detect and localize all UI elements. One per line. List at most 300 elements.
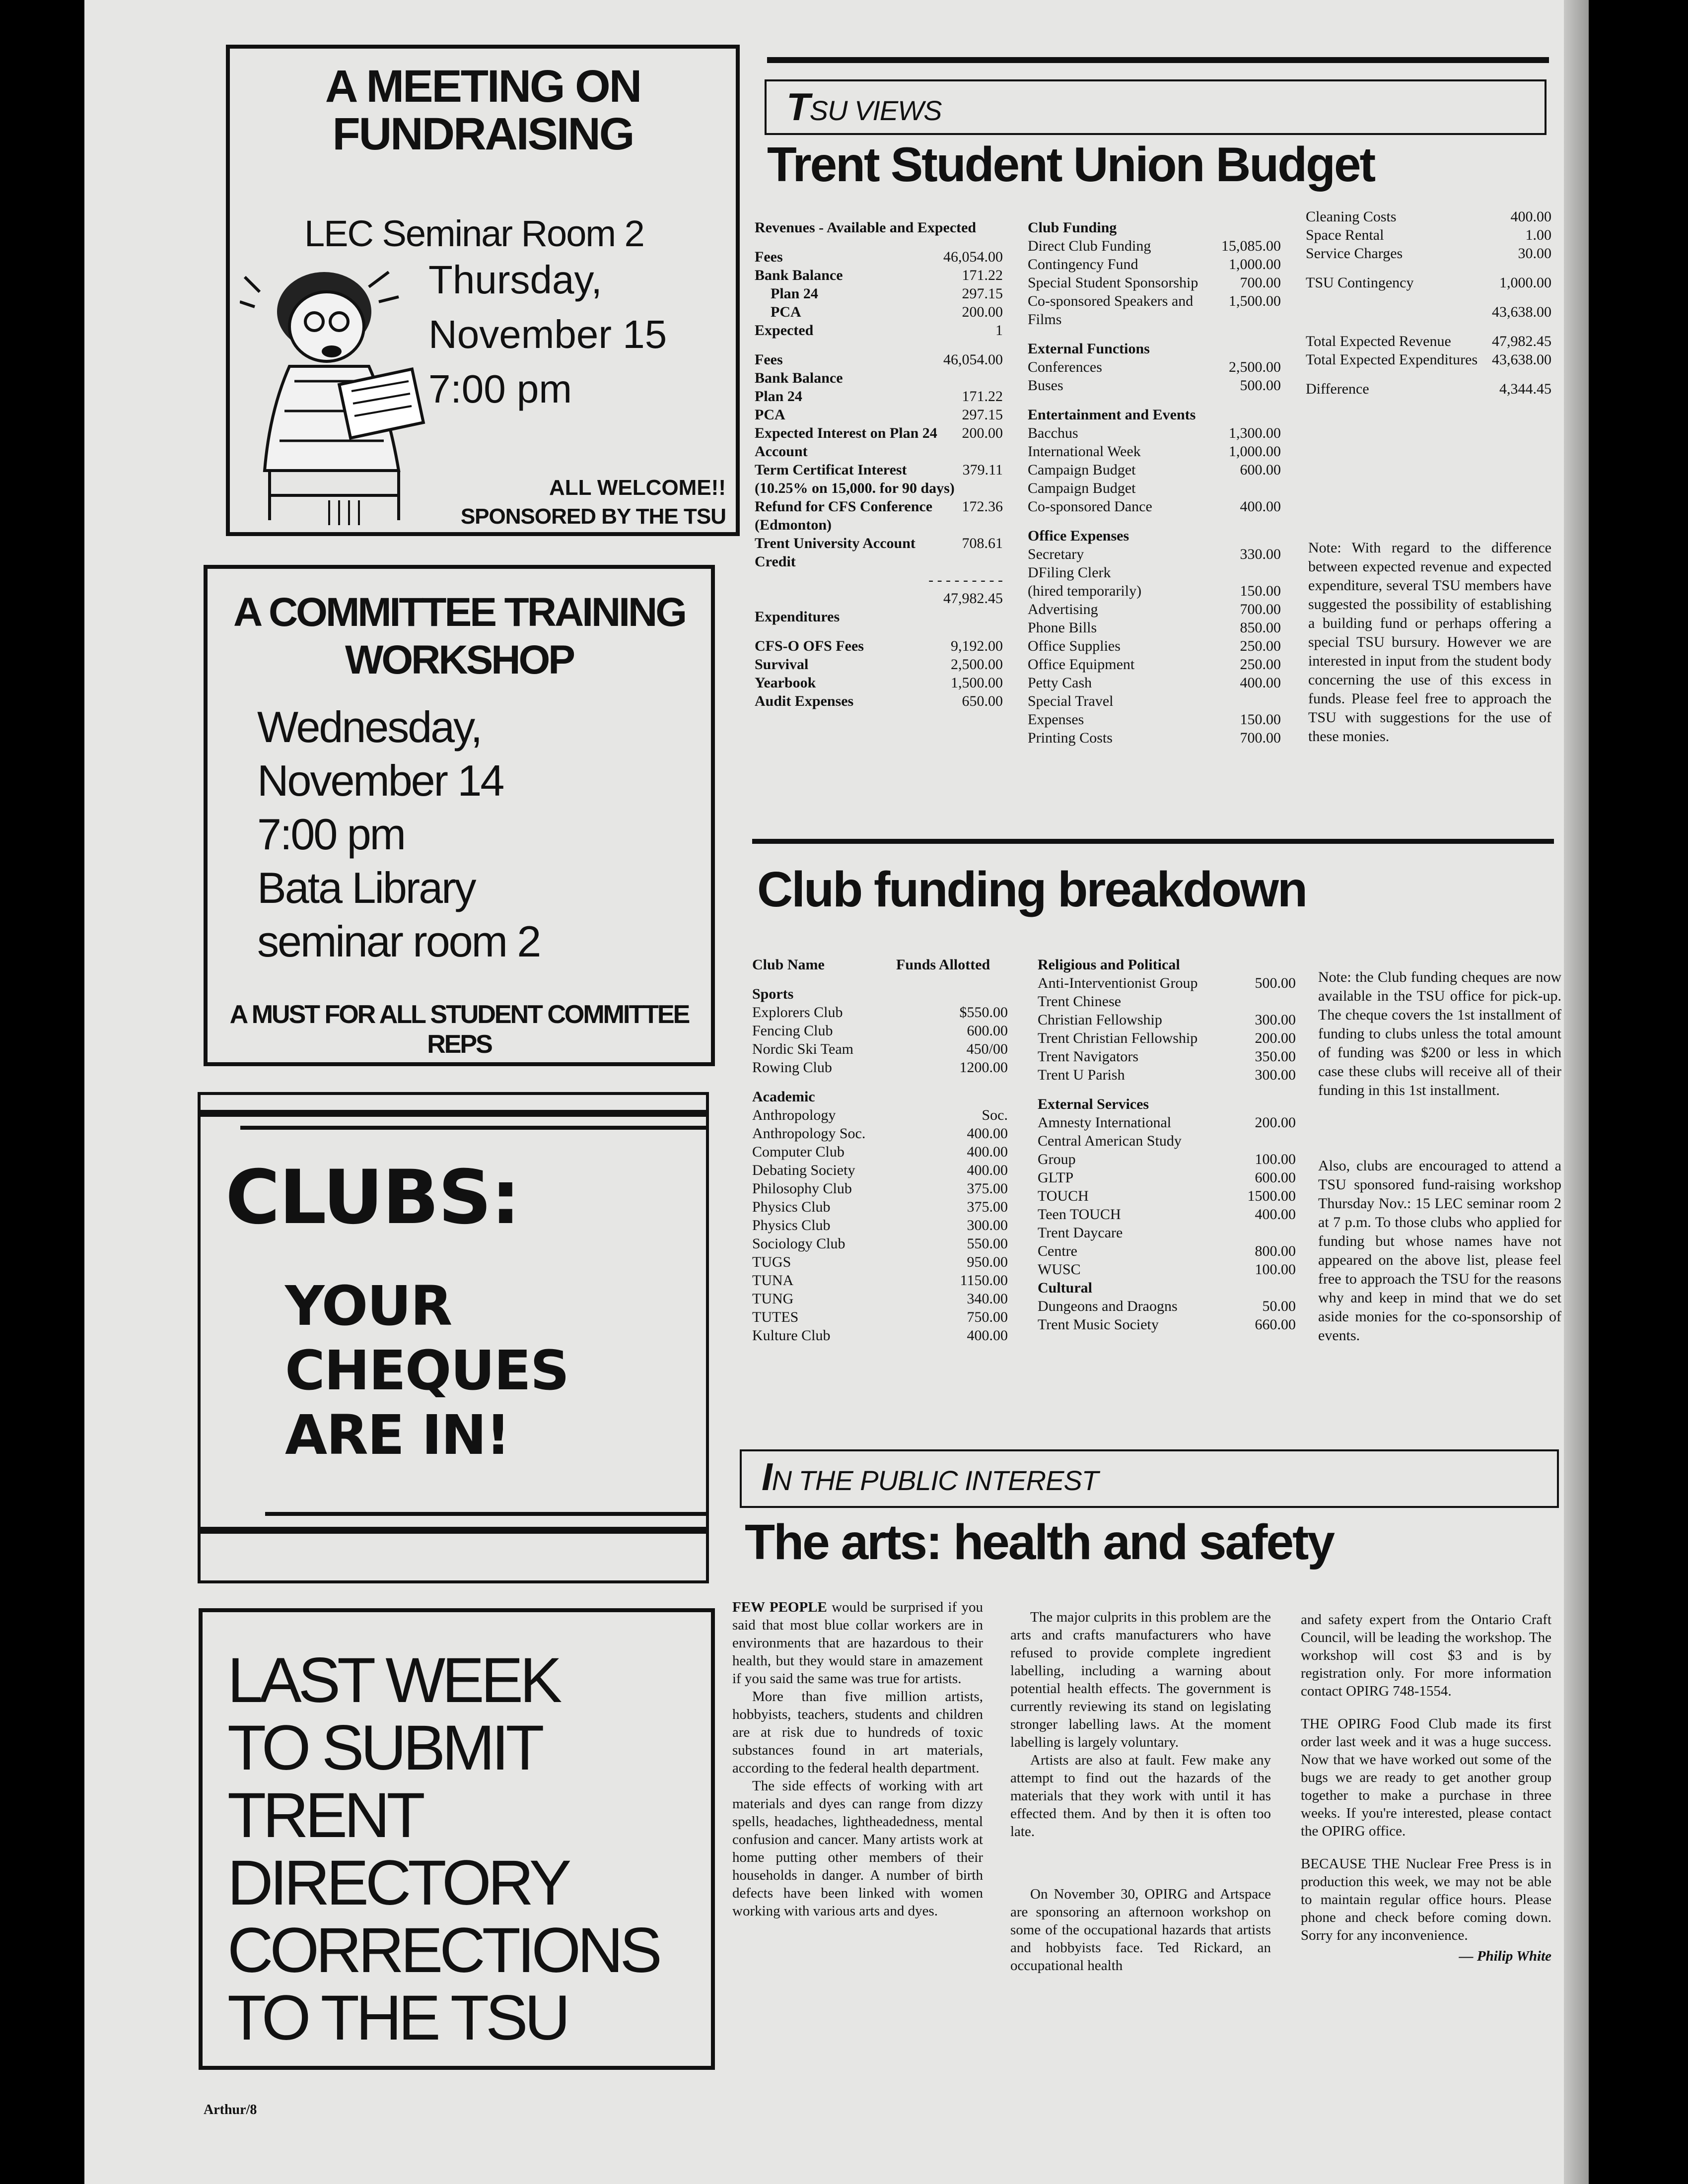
table-row — [752, 1124, 1008, 1143]
row-value: 350.00 — [1255, 1048, 1296, 1065]
row-label: TOUCH — [1038, 1188, 1089, 1204]
committee-workshop-ad — [204, 565, 715, 1066]
row-label: Academic — [752, 1089, 815, 1105]
row-value: 200.00 — [962, 425, 1003, 441]
meeting-title-line1: A MEETING ON — [325, 61, 641, 112]
row-value: - - - - - - - - - — [928, 572, 1003, 588]
tsu-views-initial: T — [786, 85, 810, 129]
row-value: 400.00 — [1255, 1206, 1296, 1223]
funds-allotted-header: Funds Allotted — [896, 956, 990, 973]
row-label: Rowing Club — [752, 1059, 832, 1076]
table-row — [1306, 321, 1551, 332]
row-label: Anthropology Soc. — [752, 1125, 866, 1142]
table-row — [1028, 600, 1281, 618]
table-row — [1038, 1224, 1296, 1242]
arts-paragraph-8: THE OPIRG Food Club made its first order last week and it was a huge success. Now that we have worked out some of the bugs we are ready to get another group together to make a purchase in three weeks. If you're interested, please contact the OPIRG office. — [1301, 1716, 1551, 1839]
table-row — [752, 1198, 1008, 1216]
table-row — [1028, 273, 1281, 292]
table-row — [1038, 1315, 1296, 1334]
row-label: Refund for CFS Conference (Edmonton) — [755, 498, 933, 533]
row-label: Trent Daycare — [1038, 1225, 1123, 1241]
row-label: Secretary — [1028, 546, 1084, 562]
row-label: External Functions — [1028, 341, 1150, 357]
row-label: Group — [1038, 1151, 1076, 1167]
row-value: 1,000.00 — [1499, 274, 1551, 291]
row-value: 1,300.00 — [1229, 425, 1281, 441]
row-label: Sociology Club — [752, 1235, 845, 1252]
table-row — [755, 655, 1003, 674]
row-value: 297.15 — [962, 285, 1003, 302]
row-label: Christian Fellowship — [1038, 1012, 1162, 1028]
table-row — [752, 1326, 1008, 1345]
table-row — [1306, 273, 1551, 292]
table-row — [755, 248, 1003, 266]
row-value: 450/00 — [966, 1041, 1008, 1057]
cartoon-speaker-illustration — [240, 262, 428, 530]
arts-paragraph-4: The major culprits in this problem are the arts and crafts manufacturers who have refused to provide complete ingredient labelling, including a warning about potential health effects. The government is currently reviewing its stand on legislating stronger labelling laws. At the moment labelling is largely voluntary. — [1010, 1609, 1271, 1750]
row-value: 100.00 — [1255, 1261, 1296, 1278]
row-label: Cultural — [1038, 1280, 1093, 1296]
row-label: PCA — [755, 407, 785, 423]
row-label: TSU Contingency — [1306, 274, 1414, 291]
public-interest-section-bar — [740, 1449, 1559, 1508]
table-row — [1028, 479, 1281, 497]
arts-paragraph-9: BECAUSE THE Nuclear Free Press is in production this week, we may not be able to maintain regular office hours. Please phone and check before coming down. Sorry for any inconvenience. — [1301, 1856, 1551, 1943]
committee-title-line1: A COMMITTEE TRAINING — [233, 590, 685, 635]
row-label: TUGS — [752, 1254, 791, 1270]
row-value: 750.00 — [967, 1309, 1008, 1325]
table-row — [752, 1308, 1008, 1326]
table-row — [752, 1040, 1008, 1058]
row-value: 200.00 — [1255, 1030, 1296, 1046]
row-label: Dungeons and Draogns — [1038, 1298, 1178, 1314]
tsu-views-label: SU VIEWS — [809, 95, 942, 126]
budget-title: Trent Student Union Budget — [767, 137, 1375, 192]
row-label: Total Expected Expenditures — [1306, 351, 1478, 368]
committee-place-line2: seminar room 2 — [257, 917, 540, 966]
table-row — [1028, 376, 1281, 395]
table-row — [1028, 424, 1281, 442]
row-label: Religious and Political — [1038, 956, 1180, 973]
row-label: Term Certificat Interest (10.25% on 15,000. for 90 days) — [755, 462, 955, 496]
row-label: Physics Club — [752, 1217, 831, 1233]
row-label: Expected — [755, 322, 814, 339]
club-funding-note-1: Note: the Club funding cheques are now available in the TSU office for pick-up. The cheque covers the 1st installment of funding to clubs unless the total amount of funding was $200 or less in which case these clubs will receive all of their funding in this 1st installment. — [1318, 969, 1561, 1098]
row-value: 1,000.00 — [1229, 256, 1281, 273]
arts-paragraph-5: Artists are also at fault. Few make any attempt to find out the hazards of the materials that they work with until it has effected them. And by then it is often too late. — [1010, 1752, 1271, 1840]
row-value: 30.00 — [1518, 245, 1551, 262]
directory-line3: TRENT — [227, 1780, 422, 1851]
table-row — [755, 461, 1003, 497]
meeting-welcome: ALL WELCOME!! — [549, 476, 726, 500]
club-name-header: Club Name — [752, 956, 825, 973]
row-label: Philosophy Club — [752, 1180, 852, 1197]
row-value: 400.00 — [967, 1162, 1008, 1178]
clubs-bottom-rule — [265, 1512, 706, 1516]
row-label: Bacchus — [1028, 425, 1078, 441]
table-row — [1038, 1297, 1296, 1315]
committee-time: 7:00 pm — [257, 810, 405, 859]
arts-paragraph-7: and safety expert from the Ontario Craft Council, will be leading the workshop. The workshop will cost $3 and is by registration only. For more information contact OPIRG 748-1554. — [1301, 1612, 1551, 1699]
arts-column-3 — [1301, 1611, 1551, 1965]
meeting-time: 7:00 pm — [428, 367, 572, 411]
row-label: CFS-O OFS Fees — [755, 638, 864, 654]
table-row — [752, 974, 1008, 985]
row-label: Campaign Budget — [1028, 480, 1136, 496]
committee-date: November 14 — [257, 756, 503, 805]
clubs-line2: YOUR — [285, 1274, 452, 1338]
arts-column-2 — [1010, 1608, 1271, 1975]
table-row — [1306, 332, 1551, 350]
table-row — [1038, 1084, 1296, 1095]
table-row — [1028, 340, 1281, 358]
row-value: 600.00 — [1240, 462, 1281, 478]
committee-place-line1: Bata Library — [257, 863, 475, 912]
row-label: (hired temporarily) — [1028, 583, 1142, 599]
row-value: 600.00 — [967, 1023, 1008, 1039]
row-label: Service Charges — [1306, 245, 1403, 262]
row-value: 550.00 — [967, 1235, 1008, 1252]
meeting-place: LEC Seminar Room 2 — [304, 213, 644, 254]
committee-title-line2: WORKSHOP — [345, 637, 573, 682]
clubs-line1: CLUBS: — [225, 1155, 520, 1241]
table-row — [1028, 461, 1281, 479]
budget-note: Note: With regard to the difference between expected revenue and expected expenditure, several TSU members have suggested the possibility of establishing a building fund or perhaps offering a special TSU bursury. However we are interested in input from the student body concerning the use of this excess in funds. Please feel free to approach the TSU with suggestions for the use of these monies. — [1308, 540, 1551, 745]
row-value: 1.00 — [1525, 227, 1551, 243]
row-label: Sports — [752, 986, 794, 1002]
row-label: Audit Expenses — [755, 693, 854, 709]
table-row — [755, 608, 1003, 626]
directory-line2: TO SUBMIT — [227, 1712, 541, 1783]
row-label: External Services — [1038, 1096, 1149, 1112]
row-value: 300.00 — [967, 1217, 1008, 1233]
clubs-line3: CHEQUES — [285, 1339, 569, 1402]
row-label: GLTP — [1038, 1169, 1074, 1186]
row-value: 1150.00 — [960, 1272, 1008, 1289]
row-value: $550.00 — [959, 1004, 1008, 1021]
table-row — [1306, 303, 1551, 321]
arts-paragraph-1: would be surprised if you said that most blue collar workers are in environments that are hazardous to their health, but they would stare in amazement if you said the same was true for artists. — [732, 1599, 983, 1687]
table-row — [1028, 692, 1281, 710]
row-label: TUTES — [752, 1309, 799, 1325]
row-value: 200.00 — [1255, 1114, 1296, 1131]
budget-column-totals — [1306, 207, 1551, 398]
table-row — [1028, 637, 1281, 655]
table-row — [1038, 992, 1296, 1011]
clubs-top-rule-2 — [240, 1126, 706, 1130]
row-label: Revenues - Available and Expected — [755, 219, 977, 236]
row-value: 15,085.00 — [1221, 238, 1281, 254]
table-row — [1028, 358, 1281, 376]
row-label: Anti-Interventionist Group — [1038, 975, 1198, 991]
table-row — [755, 218, 1003, 237]
row-value: 800.00 — [1255, 1243, 1296, 1259]
table-row — [1028, 516, 1281, 527]
row-label: Computer Club — [752, 1144, 844, 1160]
table-row — [1306, 244, 1551, 263]
row-value: 650.00 — [962, 693, 1003, 709]
clubs-bottom-rule-2 — [201, 1527, 706, 1534]
table-row — [1038, 1150, 1296, 1168]
row-value: 43,638.00 — [1492, 351, 1551, 368]
row-label: Physics Club — [752, 1199, 831, 1215]
row-label: Phone Bills — [1028, 619, 1097, 636]
row-value: 300.00 — [1255, 1012, 1296, 1028]
row-label: Anthropology — [752, 1107, 836, 1123]
table-row — [1028, 710, 1281, 729]
row-label: Fencing Club — [752, 1023, 833, 1039]
row-label: Plan 24 — [755, 388, 802, 405]
table-row — [1038, 1205, 1296, 1224]
table-row — [1038, 1187, 1296, 1205]
table-row — [1038, 1095, 1296, 1113]
table-row — [1038, 1011, 1296, 1029]
budget-column-revenues — [755, 218, 1003, 710]
table-row — [755, 303, 1003, 321]
table-row — [1038, 1113, 1296, 1132]
meeting-title-line2: FUNDRAISING — [332, 109, 633, 159]
table-row — [755, 497, 1003, 534]
row-label: Advertising — [1028, 601, 1098, 617]
table-row — [1038, 1260, 1296, 1279]
table-row — [752, 1022, 1008, 1040]
directory-line1: LAST WEEK — [227, 1645, 559, 1716]
row-value: 400.00 — [1510, 208, 1551, 225]
row-value: 330.00 — [1240, 546, 1281, 562]
table-row — [1038, 1132, 1296, 1150]
row-value: 400.00 — [967, 1125, 1008, 1142]
row-value: 200.00 — [962, 304, 1003, 320]
table-row — [1306, 350, 1551, 369]
row-label: Buses — [1028, 377, 1063, 394]
row-value: 700.00 — [1240, 601, 1281, 617]
arts-paragraph-3: The side effects of working with art materials and dyes can range from dizzy spells, headaches, lightheadedness, mental confusion and cancer. Many artists work at home putting other members of their households in danger. A number of birth defects have been linked with women working with various arts and dyes. — [732, 1778, 983, 1919]
row-label: Space Rental — [1306, 227, 1384, 243]
table-row — [1028, 442, 1281, 461]
row-label: Club Funding — [1028, 219, 1117, 236]
row-label: PCA — [771, 304, 801, 320]
row-label: Office Expenses — [1028, 528, 1129, 544]
table-row — [755, 534, 1003, 571]
row-value: 250.00 — [1240, 638, 1281, 654]
row-label: Yearbook — [755, 675, 816, 691]
table-row — [755, 340, 1003, 350]
table-row — [752, 1234, 1008, 1253]
row-value: 700.00 — [1240, 274, 1281, 291]
row-label: Petty Cash — [1028, 675, 1092, 691]
row-label: Printing Costs — [1028, 730, 1113, 746]
table-row — [1038, 956, 1296, 974]
row-value: 600.00 — [1255, 1169, 1296, 1186]
row-value: 150.00 — [1240, 583, 1281, 599]
clubs-cheques-ad — [198, 1092, 709, 1583]
directory-corrections-ad — [199, 1608, 715, 2070]
table-row — [1028, 618, 1281, 637]
table-row — [755, 692, 1003, 710]
row-label: Office Supplies — [1028, 638, 1121, 654]
table-row — [755, 674, 1003, 692]
club-funding-column-1 — [752, 974, 1008, 1345]
committee-day: Wednesday, — [257, 702, 482, 751]
table-row — [752, 1253, 1008, 1271]
row-label: Kulture Club — [752, 1327, 831, 1344]
row-label: Contingency Fund — [1028, 256, 1138, 273]
row-value: 950.00 — [967, 1254, 1008, 1270]
table-row — [752, 1106, 1008, 1124]
arts-lead-in: FEW PEOPLE — [732, 1599, 827, 1615]
row-label: TUNA — [752, 1272, 794, 1289]
table-row — [1028, 582, 1281, 600]
table-row — [1028, 729, 1281, 747]
table-row — [755, 406, 1003, 424]
row-value: 400.00 — [1240, 498, 1281, 515]
table-row — [1028, 406, 1281, 424]
row-label: Trent Chinese — [1038, 993, 1122, 1010]
row-value: 1,500.00 — [951, 675, 1003, 691]
row-value: 400.00 — [1240, 675, 1281, 691]
row-label: Cleaning Costs — [1306, 208, 1397, 225]
row-value: 500.00 — [1240, 377, 1281, 394]
committee-footer: A MUST FOR ALL STUDENT COMMITTEE REPS — [229, 1000, 689, 1059]
row-label: Special Travel — [1028, 693, 1114, 709]
public-interest-label: N THE PUBLIC INTEREST — [772, 1465, 1098, 1496]
row-label: Trent Navigators — [1038, 1048, 1139, 1065]
row-value: 340.00 — [967, 1291, 1008, 1307]
table-row — [1028, 329, 1281, 340]
table-row — [1306, 292, 1551, 303]
row-label: Co-sponsored Speakers and Films — [1028, 293, 1194, 328]
row-value: 1,500.00 — [1229, 293, 1281, 309]
table-row — [1028, 395, 1281, 406]
arts-column-1 — [732, 1598, 983, 1920]
row-label: Central American Study — [1038, 1133, 1182, 1149]
row-value: 250.00 — [1240, 656, 1281, 673]
row-value: 1,000.00 — [1229, 443, 1281, 460]
meeting-sponsor: SPONSORED BY THE TSU — [460, 504, 726, 529]
table-row — [1038, 1047, 1296, 1066]
page-fold — [1564, 0, 1589, 2184]
public-interest-initial: I — [762, 1455, 772, 1499]
row-value: 400.00 — [967, 1144, 1008, 1160]
row-value: 46,054.00 — [943, 249, 1003, 265]
row-value: 43,638.00 — [1492, 304, 1551, 320]
directory-line5: CORRECTIONS — [227, 1915, 659, 1986]
fundraising-meeting-ad — [226, 45, 740, 536]
table-row — [752, 1290, 1008, 1308]
row-value: 400.00 — [967, 1327, 1008, 1344]
row-label: Debating Society — [752, 1162, 855, 1178]
table-row — [1038, 1242, 1296, 1260]
table-row — [1038, 1029, 1296, 1047]
row-label: Explorers Club — [752, 1004, 843, 1021]
club-funding-note-2: Also, clubs are encouraged to attend a TSU sponsored fund-raising workshop Thursday Nov.: 15 LEC seminar room 2 at 7 p.m. To those clubs who applied for funding but whose names have not appeared on the above list, please feel free to approach the TSU for the reasons why and keep in mind that we do set aside monies for the co-sponsorship of events. — [1318, 1158, 1561, 1344]
budget-top-rule — [767, 57, 1549, 63]
row-value: 2,500.00 — [951, 656, 1003, 673]
table-row — [1306, 380, 1551, 398]
arts-byline: — Philip White — [1459, 1948, 1551, 1964]
table-row — [752, 985, 1008, 1003]
table-row — [755, 424, 1003, 461]
row-label: Nordic Ski Team — [752, 1041, 853, 1057]
table-row — [1028, 218, 1281, 237]
row-label: Campaign Budget — [1028, 462, 1136, 478]
row-value: 375.00 — [967, 1199, 1008, 1215]
row-label: Trent Music Society — [1038, 1316, 1159, 1333]
table-row — [755, 237, 1003, 248]
row-label: Bank Balance — [755, 370, 843, 386]
row-value: 9,192.00 — [951, 638, 1003, 654]
table-row — [752, 1003, 1008, 1022]
tsu-views-section-bar — [765, 79, 1547, 135]
table-row — [1038, 1279, 1296, 1297]
row-label: Fees — [755, 351, 783, 368]
row-label: Office Equipment — [1028, 656, 1135, 673]
table-row — [755, 350, 1003, 369]
table-row — [1028, 292, 1281, 329]
budget-column-expenses — [1028, 218, 1281, 747]
table-row — [755, 626, 1003, 637]
row-value: 660.00 — [1255, 1316, 1296, 1333]
arts-paragraph-6: On November 30, OPIRG and Artspace are sponsoring an afternoon workshop on some of the occupational hazards that artists and hobbyists face. Ted Rickard, an occupational health — [1010, 1886, 1271, 1974]
row-label: Entertainment and Events — [1028, 407, 1196, 423]
row-value: 1500.00 — [1247, 1188, 1296, 1204]
row-label: Trent U Parish — [1038, 1067, 1125, 1083]
row-value: 700.00 — [1240, 730, 1281, 746]
table-row — [1306, 369, 1551, 380]
row-label: Conferences — [1028, 359, 1102, 375]
row-label: Centre — [1038, 1243, 1077, 1259]
table-row — [752, 1058, 1008, 1077]
row-value: 4,344.45 — [1499, 381, 1551, 397]
table-row — [1028, 497, 1281, 516]
table-row — [755, 387, 1003, 406]
row-label: Trent Christian Fellowship — [1038, 1030, 1198, 1046]
arts-title: The arts: health and safety — [745, 1514, 1334, 1570]
meeting-date: November 15 — [428, 312, 667, 356]
row-value: 297.15 — [962, 407, 1003, 423]
table-row — [1038, 1066, 1296, 1084]
row-label: Expenditures — [755, 609, 840, 625]
table-row — [752, 1179, 1008, 1198]
directory-line4: DIRECTORY — [227, 1847, 568, 1918]
row-value: 46,054.00 — [943, 351, 1003, 368]
row-value: 172.36 — [962, 498, 1003, 515]
table-row — [1038, 974, 1296, 992]
row-value: 379.11 — [962, 462, 1003, 478]
clubs-line4: ARE IN! — [285, 1403, 510, 1467]
row-value: 47,982.45 — [1492, 333, 1551, 349]
table-row — [755, 369, 1003, 387]
row-value: 850.00 — [1240, 619, 1281, 636]
row-label: Amnesty International — [1038, 1114, 1172, 1131]
row-label: Trent University Account Credit — [755, 535, 915, 570]
arts-paragraph-2: More than five million artists, hobbyists, teachers, students and children are at risk due to hundreds of toxic substances found in art materials, according to the federal health department. — [732, 1689, 983, 1776]
row-label: Bank Balance — [755, 267, 843, 283]
row-value: 150.00 — [1240, 711, 1281, 728]
meeting-day: Thursday, — [428, 258, 602, 302]
table-row — [752, 1088, 1008, 1106]
table-row — [1038, 1168, 1296, 1187]
table-row — [1028, 237, 1281, 255]
table-row — [752, 1271, 1008, 1290]
table-row — [1306, 263, 1551, 273]
table-row — [755, 571, 1003, 589]
table-row — [752, 1216, 1008, 1234]
table-row — [755, 321, 1003, 340]
row-value: 171.22 — [962, 267, 1003, 283]
row-value: 50.00 — [1262, 1298, 1296, 1314]
table-row — [755, 637, 1003, 655]
